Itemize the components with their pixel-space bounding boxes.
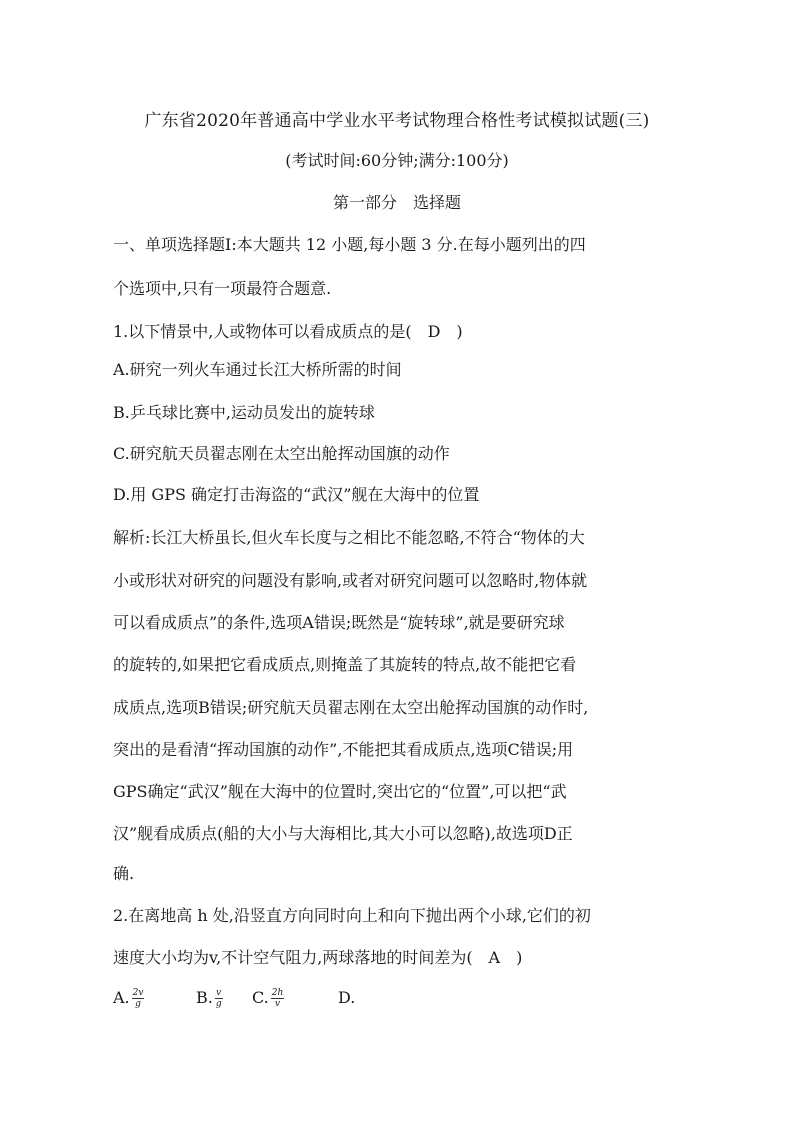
text-line: 个选项中,只有一项最符合题意. [113, 279, 332, 298]
choice-b [196, 988, 223, 1009]
analysis-line: GPS确定“武汉”舰在大海中的位置时,突出它的“位置”,可以把“武 [113, 782, 567, 801]
choice-c-label: C. [252, 988, 269, 1007]
analysis-line: 的旋转的,如果把它看成质点,则掩盖了其旋转的特点,故不能把它看 [113, 655, 577, 674]
option-b: B.乒乓球比赛中,运动员发出的旋转球 [113, 403, 375, 422]
question-1: 1.以下情景中,人或物体可以看成质点的是( D ) [113, 322, 463, 341]
choice-a [113, 988, 144, 1009]
question-2-cont: 速度大小均为v,不计空气阻力,两球落地的时间差为( A ) [113, 948, 523, 967]
analysis-line: 成质点,选项B错误;研究航天员翟志刚在太空出舱挥动国旗的动作时, [113, 698, 589, 717]
exam-info: (考试时间:60分钟;满分:100分) [285, 151, 509, 170]
option-c: C.研究航天员翟志刚在太空出舱挥动国旗的动作 [113, 444, 450, 463]
analysis-line: 可以看成质点”的条件,选项A错误;既然是“旋转球”,就是要研究球 [113, 613, 565, 632]
analysis-line: 突出的是看清“挥动国旗的动作”,不能把其看成质点,选项C错误;用 [113, 740, 574, 759]
page-title: 广东省2020年普通高中学业水平考试物理合格性考试模拟试题(三) [144, 111, 650, 131]
choice-a-label: A. [113, 988, 130, 1007]
choice-c [252, 988, 284, 1009]
option-a: A.研究一列火车通过长江大桥所需的时间 [113, 360, 402, 379]
choice-d [338, 988, 355, 1007]
analysis-line: 汉”舰看成质点(船的大小与大海相比,其大小可以忽略),故选项D正 [113, 824, 573, 843]
section-heading: 第一部分 选择题 [332, 193, 461, 212]
text-line: 一、单项选择题Ⅰ:本大题共 12 小题,每小题 3 分.在每小题列出的四 [113, 235, 586, 254]
choice-b-label: B. [196, 988, 213, 1007]
fraction: $\frac{2v}{g}$ [132, 988, 144, 1009]
analysis-line: 解析:长江大桥虽长,但火车长度与之相比不能忽略,不符合“物体的大 [113, 528, 585, 547]
fraction: $\frac{2h}{v}$ [271, 988, 284, 1009]
analysis-line: 小或形状对研究的问题没有影响,或者对研究问题可以忽略时,物体就 [113, 571, 588, 590]
choice-d-label: D. [338, 988, 356, 1007]
fraction: $\frac{v}{g}$ [215, 988, 222, 1009]
option-d: D.用 GPS 确定打击海盗的“武汉”舰在大海中的位置 [113, 485, 480, 504]
question-2: 2.在离地高 h 处,沿竖直方向同时向上和向下抛出两个小球,它们的初 [113, 906, 591, 925]
analysis-line: 确. [113, 864, 135, 883]
